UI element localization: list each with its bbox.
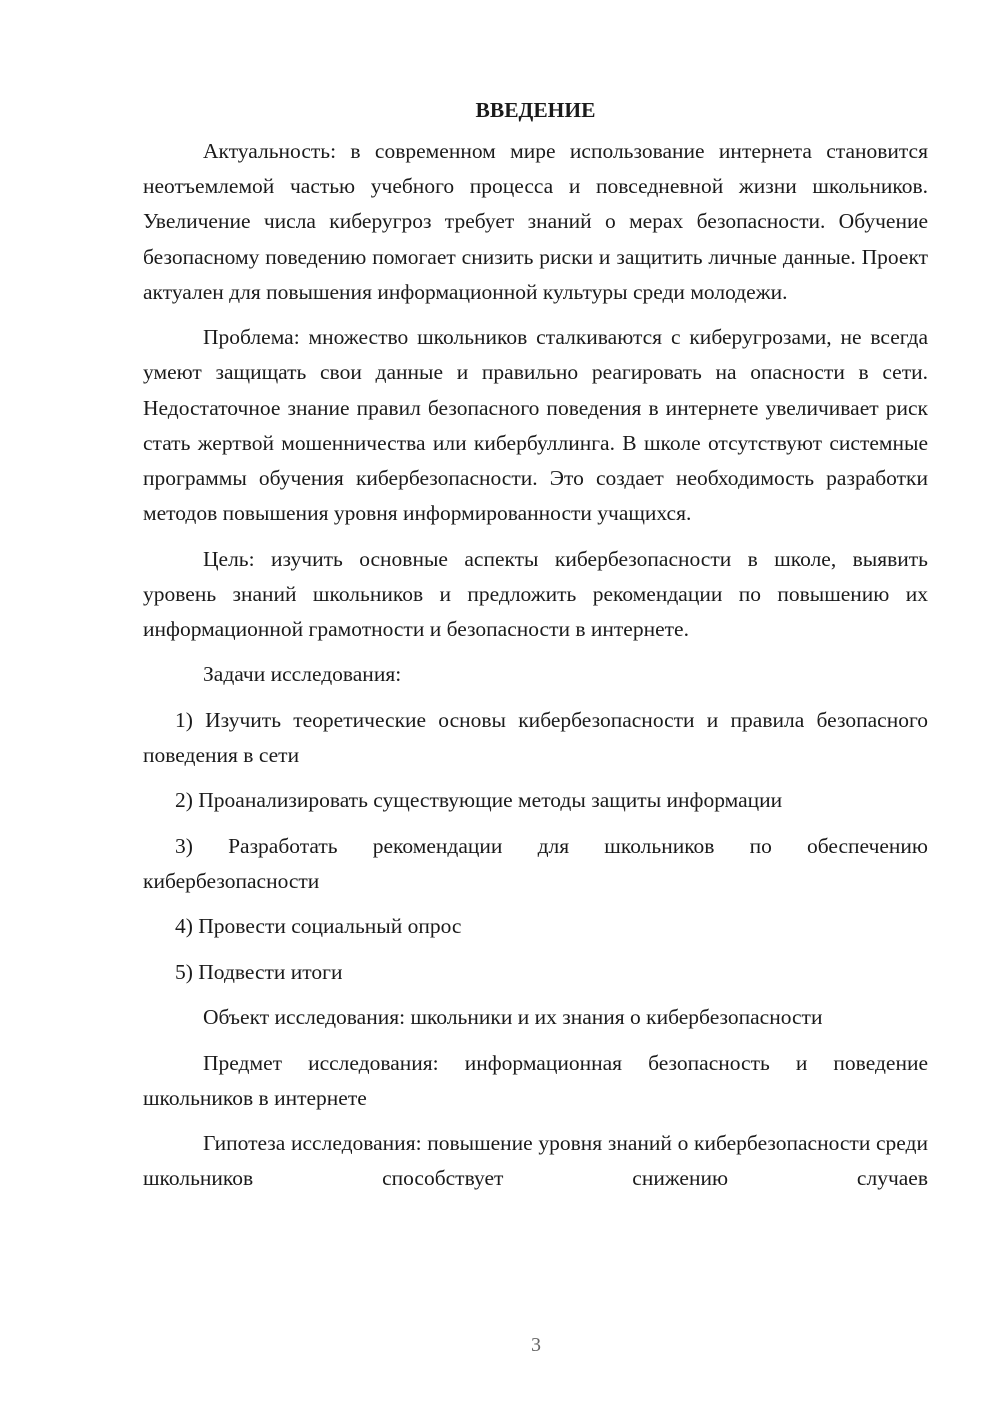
paragraph-problem: Проблема: множество школьников сталкиваются с киберугрозами, не всегда умеют защищать свои данные и правильно реагировать на опасности в сети. Недостаточное знание правил безопасного поведения в интернете увеличивает риск стать жертвой мошенничества или кибербуллинга. В школе отсутствуют системные программы обучения кибербезопасности. Это создает необходимость разработки методов повышения уровня информированности учащихся. (143, 325, 928, 526)
paragraph-object: Объект исследования: школьники и их знания о кибербезопасности (203, 1005, 823, 1030)
page-title: ВВЕДЕНИЕ (475, 98, 596, 122)
page-number: 3 (531, 1334, 541, 1356)
task-item: 3) Разработать рекомендации для школьников по обеспечению кибербезопасности (143, 833, 928, 893)
task-item: 5) Подвести итоги (175, 959, 343, 984)
paragraph-hypothesis: Гипотеза исследования: повышение уровня знаний о кибербезопасности среди школьников способствует снижению случаев (143, 1131, 928, 1191)
tasks-heading: Задачи исследования: (203, 662, 402, 687)
task-item: 1) Изучить теоретические основы кибербезопасности и правила безопасного поведения в сети (143, 707, 928, 767)
paragraph-goal: Цель: изучить основные аспекты кибербезопасности в школе, выявить уровень знаний школьников и предложить рекомендации по повышению их информационной грамотности и безопасности в интернете. (143, 546, 928, 642)
task-item: 2) Проанализировать существующие методы защиты информации (175, 788, 783, 813)
paragraph-relevance: Актуальность: в современном мире использование интернета становится неотъемлемой частью учебного процесса и повседневной жизни школьников. Увеличение числа киберугроз требует знаний о мерах безопасности. Обучение безопасному поведению помогает снизить риски и защитить личные данные. Проект актуален для повышения информационной культуры среди молодежи. (143, 139, 928, 304)
paragraph-subject: Предмет исследования: информационная безопасность и поведение школьников в интернете (143, 1050, 928, 1110)
page-content (143, 96, 928, 1207)
task-item: 4) Провести социальный опрос (175, 914, 462, 939)
